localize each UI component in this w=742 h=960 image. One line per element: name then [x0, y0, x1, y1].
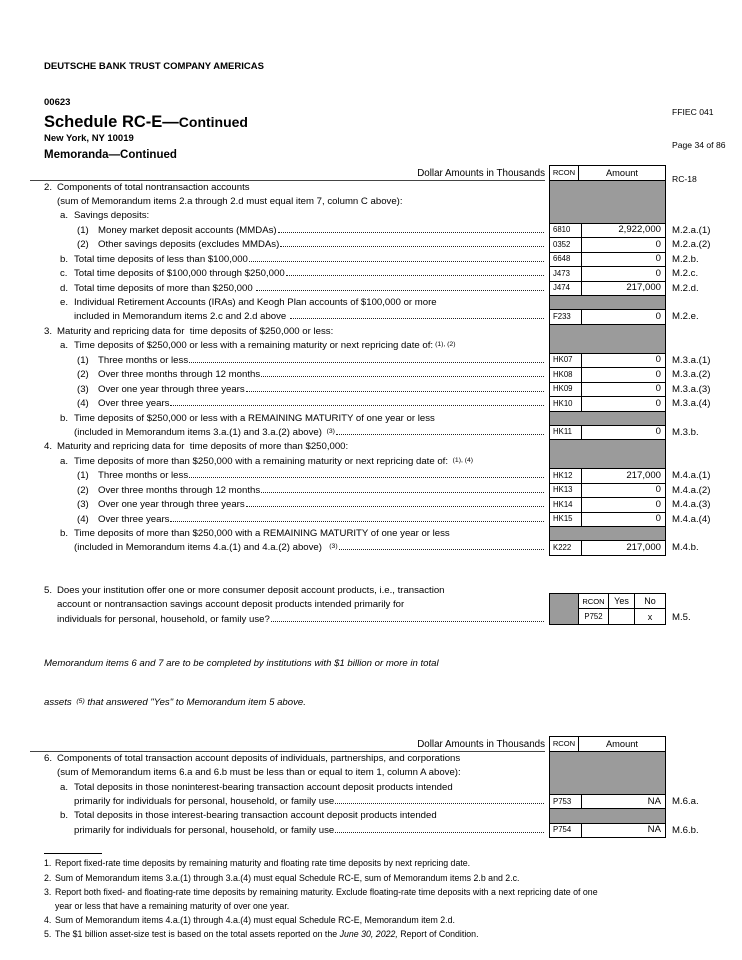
footnote-number: 3.: [44, 886, 52, 897]
dotted-leader: [335, 832, 544, 833]
memo-line: [0, 455, 742, 469]
rcon-code-cell: 6810: [550, 224, 582, 237]
item-ref-label: M.4.a.(3): [672, 499, 711, 511]
item-number: (2): [77, 239, 89, 251]
item-ref-label: M.4.b.: [672, 542, 699, 554]
item-number: (1): [77, 224, 89, 236]
footnote-number: 2.: [44, 872, 52, 883]
item-ref-label: M.2.b.: [672, 253, 699, 265]
item-number: a.: [60, 340, 69, 352]
note-text: that answered "Yes" to Memorandum item 5 above.: [84, 697, 306, 709]
memo-line: [0, 541, 742, 555]
amount-cell: 2,922,000: [618, 224, 661, 236]
item-text: Components of total transaction account deposits of individuals, partnerships, and corporations: [57, 752, 461, 764]
memo-line: [0, 809, 742, 823]
item-number: c.: [60, 268, 68, 280]
dotted-leader: [335, 803, 544, 804]
item-text: Total time deposits of less than $100,000: [74, 253, 248, 265]
item-number: (3): [77, 383, 89, 395]
item-text: included in Memorandum items 2.c and 2.d above: [74, 311, 289, 323]
data-row-cells: [549, 795, 666, 809]
memo-line: [0, 440, 742, 454]
dotted-leader: [271, 621, 544, 622]
data-row-cells: [549, 253, 666, 267]
memo-line: [0, 469, 742, 483]
item-text: Maturity and repricing data for time deposits of $250,000 or less:: [57, 325, 334, 337]
item-ref-label: M.4.a.(4): [672, 513, 711, 525]
item-number: e.: [60, 297, 69, 308]
dotted-leader: [246, 391, 544, 392]
footnote-text: Report fixed-rate time deposits by remaining maturity and floating rate time deposits by next repricing date.: [55, 858, 471, 869]
item-number: a.: [60, 210, 69, 222]
amount-cell: 0: [655, 426, 661, 438]
schedule-title-main: Schedule RC-E—: [44, 113, 179, 131]
bank-name: DEUTSCHE BANK TRUST COMPANY AMERICAS: [44, 61, 264, 72]
memo-line: [0, 368, 742, 382]
item-number: 3.: [44, 325, 53, 337]
item-number: (3): [77, 499, 89, 511]
item-text: (sum of Memorandum items 2.a through 2.d must equal item 7, column C above):: [57, 195, 403, 207]
instruction-note: [0, 631, 742, 736]
data-row-cells: [549, 513, 666, 527]
form-sheet-code: RC-18: [672, 174, 697, 185]
rcon-code-cell: HK08: [550, 368, 582, 381]
item-text: (sum of Memorandum items 6.a and 6.b must be less than or equal to item 1, column A above):: [57, 767, 461, 779]
data-row-cells: [549, 498, 666, 512]
item-text: Individual Retirement Accounts (IRAs) and Keogh Plan accounts of $100,000 or more: [74, 297, 437, 308]
item-ref-label: M.2.e.: [672, 311, 699, 323]
item-number: d.: [60, 282, 69, 294]
dotted-leader: [189, 362, 544, 363]
item-text: Time deposits of more than $250,000 with a remaining maturity or next repricing date of:: [74, 455, 451, 467]
memo-line: [0, 383, 742, 397]
item-ref-label: M.4.a.(2): [672, 484, 711, 496]
memo-line: [0, 412, 742, 426]
footnote-marker: (5): [76, 698, 85, 706]
item-ref-label: M.3.b.: [672, 426, 699, 438]
item-ref-label: M.3.a.(2): [672, 369, 711, 381]
rcon-code-cell: P753: [550, 795, 582, 808]
rcon-code-cell: HK14: [550, 498, 582, 511]
footnote: [0, 856, 742, 870]
item-number: 6.: [44, 752, 53, 764]
memoranda-heading: Memoranda—Continued: [44, 149, 177, 161]
column-header-cells: [549, 736, 666, 752]
item-text: Over three years: [98, 398, 170, 410]
footnote: [0, 871, 742, 885]
footnote-marker: (3): [326, 427, 335, 435]
dotted-leader: [336, 434, 544, 435]
item-text: Total deposits in those noninterest-bearing transaction account deposit products intended: [74, 781, 453, 793]
footnote-text: The $1 billion asset-size test is based on the total assets reported on the: [55, 929, 340, 940]
memo-line: [0, 824, 742, 838]
shaded-cell: [549, 527, 666, 541]
amount-cell: NA: [647, 824, 661, 836]
note-line: [44, 696, 742, 710]
bank-city: New York, NY 10019: [44, 133, 134, 144]
item-ref-label: M.3.a.(4): [672, 398, 711, 410]
item-text: Total time deposits of more than $250,000: [74, 282, 256, 294]
data-row-cells: [549, 426, 666, 440]
item-number: b.: [60, 810, 69, 822]
memo-line: [0, 224, 742, 238]
data-row-cells: [549, 267, 666, 281]
amount-cell: 0: [655, 253, 661, 265]
memo-line: [0, 267, 742, 281]
rcon-code-cell: 6648: [550, 253, 582, 266]
dotted-leader: [249, 261, 544, 262]
item-ref-label: M.5.: [672, 611, 691, 623]
item-number: a.: [60, 455, 69, 467]
rcon-code-cell: HK15: [550, 513, 582, 526]
rcon-code-cell: HK07: [550, 354, 582, 367]
item-number: 5.: [44, 584, 53, 596]
memo-line: [0, 296, 742, 310]
footnote-text: Report of Condition.: [397, 929, 479, 940]
amount-cell: 217,000: [626, 282, 661, 294]
data-row-cells: [549, 310, 666, 324]
item-number: 4.: [44, 441, 53, 453]
dotted-leader: [170, 521, 544, 522]
amount-cell: 0: [655, 354, 661, 366]
memo-line: [0, 310, 742, 324]
footnote-date: June 30, 2022,: [339, 929, 398, 940]
yes-no-table: [549, 593, 666, 625]
item-ref-label: M.2.c.: [672, 268, 699, 280]
amount-cell: NA: [647, 795, 661, 807]
item-text: Time deposits of more than $250,000 with a REMAINING MATURITY of one year or less: [74, 528, 450, 539]
item-text: Savings deposits:: [74, 210, 150, 222]
amount-cell: 0: [655, 383, 661, 395]
memo-line: [0, 527, 742, 541]
item-text: Over three months through 12 months: [98, 484, 261, 496]
footnote-number: 4.: [44, 915, 52, 926]
memo-line: [0, 752, 742, 766]
dotted-leader: [339, 549, 544, 550]
rcon-code-cell: HK12: [550, 469, 582, 482]
form-page-number: Page 34 of 86: [672, 140, 726, 151]
footnote-number: 1.: [44, 858, 52, 869]
item-text: Does your institution offer one or more consumer deposit account products, i.e., transaction: [57, 584, 445, 596]
footnote-text: year or less that have a remaining maturity of over one year.: [55, 900, 290, 911]
dotted-leader: [290, 318, 544, 319]
item-number: (4): [77, 398, 89, 410]
item-number: (1): [77, 354, 89, 366]
item-number: b.: [60, 412, 69, 424]
footnote-number: 5.: [44, 929, 52, 940]
amount-cell: 0: [655, 238, 661, 250]
item-text: Over one year through three years: [98, 383, 245, 395]
data-row-cells: [549, 282, 666, 296]
item-text: Maturity and repricing data for time deposits of more than $250,000:: [57, 441, 349, 453]
memo-line: [0, 282, 742, 296]
item-text: Over three months through 12 months: [98, 369, 261, 381]
memo-line: [0, 781, 742, 795]
item-ref-label: M.2.a.(2): [672, 239, 711, 251]
item-text: (included in Memorandum items 3.a.(1) and 3.a.(2) above): [74, 426, 325, 438]
dotted-leader: [246, 506, 544, 507]
item-ref-label: M.6.a.: [672, 796, 699, 808]
dotted-leader: [280, 246, 544, 247]
dotted-leader: [189, 477, 544, 478]
memo-line: [0, 354, 742, 368]
rcon-code-cell: K222: [550, 541, 582, 554]
dotted-leader: [261, 492, 544, 493]
amount-column-label: Amount: [605, 738, 639, 749]
memo-line: [0, 498, 742, 512]
data-row-cells: [549, 484, 666, 498]
rcon-code-cell: F233: [550, 310, 582, 323]
amount-cell: 0: [655, 397, 661, 409]
amount-cell: 0: [655, 498, 661, 510]
item-ref-label: M.4.a.(1): [672, 470, 711, 482]
item-text: Money market deposit accounts (MMDAs): [98, 224, 277, 236]
amount-cell: 0: [655, 310, 661, 322]
footnote-continuation: [0, 899, 742, 913]
item-number: (2): [77, 369, 89, 381]
footnote: [0, 885, 742, 899]
memo-line: [0, 766, 742, 780]
memo-line: [0, 795, 742, 809]
data-row-cells: [549, 469, 666, 483]
form-body: [0, 181, 742, 942]
item-ref-label: M.3.a.(1): [672, 354, 711, 366]
column-header-cells: [549, 165, 666, 181]
amount-cell: 0: [655, 513, 661, 525]
no-answer-cell: x: [635, 609, 665, 624]
memo-line: [0, 209, 742, 223]
amount-cell: 0: [655, 267, 661, 279]
dotted-leader: [256, 290, 544, 291]
item-number: 2.: [44, 181, 53, 193]
memo-line: [0, 325, 742, 339]
item-text: Time deposits of $250,000 or less with a REMAINING MATURITY of one year or less: [74, 412, 435, 424]
data-row-cells: [549, 541, 666, 555]
item-text: Three months or less: [98, 470, 189, 482]
rcon-column-label: RCON: [550, 166, 579, 180]
item-ref-label: M.2.d.: [672, 282, 699, 294]
shaded-cell: [549, 412, 666, 426]
item-text: Over three years: [98, 513, 170, 525]
rcon-column-label: RCON: [579, 594, 608, 609]
memo-line: [0, 238, 742, 252]
memo-line: [0, 397, 742, 411]
item-text: primarily for individuals for personal, household, or family use: [74, 796, 335, 808]
item-text: primarily for individuals for personal, household, or family use: [74, 824, 335, 836]
item-number: (2): [77, 484, 89, 496]
bank-id: 00623: [44, 97, 71, 108]
footnote-marker: (1), (2): [435, 341, 456, 349]
item-text: Components of total nontransaction accounts: [57, 181, 250, 193]
rcon-code-cell: HK13: [550, 484, 582, 497]
item-text: account or nontransaction savings account deposit products intended primarily for: [57, 599, 405, 611]
footnote-text: Sum of Memorandum items 3.a.(1) through 3.a.(4) must equal Schedule RC-E, sum of Memorandum items 2.b and 2.c.: [55, 872, 520, 883]
dotted-leader: [261, 376, 544, 377]
amount-cell: 0: [655, 484, 661, 496]
column-header: [0, 736, 742, 752]
amount-cell: 0: [655, 368, 661, 380]
note-text: assets: [44, 697, 75, 709]
form-code: FFIEC 041: [672, 106, 714, 117]
item-text: Other savings deposits (excludes MMDAs): [98, 239, 280, 251]
item-number: a.: [60, 781, 69, 793]
dotted-leader: [278, 232, 544, 233]
item-text: individuals for personal, household, or family use?: [57, 613, 270, 625]
item-ref-label: M.6.b.: [672, 824, 699, 836]
rcon-code-cell: HK11: [550, 426, 582, 439]
item-text: (included in Memorandum items 4.a.(1) and 4.a.(2) above): [74, 542, 328, 554]
data-row-cells: [549, 824, 666, 838]
memo-line: [0, 339, 742, 353]
rcon-code-cell: HK09: [550, 383, 582, 396]
rcon-column-label: RCON: [550, 737, 579, 751]
column-header: [0, 165, 742, 181]
footnote-marker: (3): [329, 543, 338, 551]
footnote-text: Sum of Memorandum items 4.a.(1) through 4.a.(4) must equal Schedule RC-E, Memorandum item 2.d.: [55, 915, 455, 926]
yes-answer-cell: [609, 609, 634, 624]
rcon-code-cell: J474: [550, 282, 582, 295]
rcon-code-cell: HK10: [550, 397, 582, 410]
data-row-cells: [549, 397, 666, 411]
amount-cell: 217,000: [626, 541, 661, 553]
data-row-cells: [549, 368, 666, 382]
data-row-cells: [549, 383, 666, 397]
data-row-cells: [549, 224, 666, 238]
schedule-title-continued: Continued: [178, 114, 248, 130]
memo-line: [0, 195, 742, 209]
dollar-amounts-label: Dollar Amounts in Thousands: [30, 739, 545, 752]
footnote: [0, 913, 742, 927]
data-row-cells: [549, 354, 666, 368]
item-text: Time deposits of $250,000 or less with a remaining maturity or next repricing date of:: [74, 340, 434, 352]
footnote-text: Report both fixed- and floating-rate time deposits by remaining maturity. Exclude floating-rate time deposits with a next repricing date of one: [55, 886, 598, 897]
item-text: Total deposits in those interest-bearing transaction account deposit products intended: [74, 810, 437, 822]
memo-line: [0, 484, 742, 498]
item-number: (4): [77, 513, 89, 525]
note-line: Memorandum items 6 and 7 are to be completed by institutions with $1 billion or more in total: [44, 658, 439, 670]
memo-line: [0, 513, 742, 527]
schedule-title: [44, 113, 248, 132]
footnote-marker: (1), (4): [452, 456, 474, 464]
amount-cell: 217,000: [626, 469, 661, 481]
item-ref-label: M.3.a.(3): [672, 383, 711, 395]
item-text: Total time deposits of $100,000 through $250,000: [74, 268, 285, 280]
data-row-cells: [549, 238, 666, 252]
item-ref-label: M.2.a.(1): [672, 224, 711, 236]
rcon-code-cell: P752: [579, 609, 608, 624]
amount-column-label: Amount: [605, 167, 639, 178]
shaded-cell: [549, 809, 666, 823]
item-text: Over one year through three years: [98, 499, 245, 511]
shaded-cell: [550, 594, 578, 624]
rcon-code-cell: P754: [550, 824, 582, 837]
item-text: Three months or less: [98, 354, 189, 366]
memo-line: [0, 181, 742, 195]
memo-line: [0, 253, 742, 267]
rcon-code-cell: 0352: [550, 238, 582, 251]
item-number: b.: [60, 528, 69, 539]
dotted-leader: [170, 405, 544, 406]
item-number: b.: [60, 253, 69, 265]
dollar-amounts-label: Dollar Amounts in Thousands: [30, 168, 545, 181]
rcon-code-cell: J473: [550, 267, 582, 280]
yes-column-label: Yes: [609, 594, 634, 609]
dotted-leader: [286, 275, 544, 276]
memo-line: [0, 426, 742, 440]
footnote: [0, 927, 742, 941]
item-number: (1): [77, 470, 89, 482]
shaded-cell: [549, 296, 666, 310]
no-column-label: No: [635, 594, 665, 609]
memo-item-5: [0, 584, 742, 627]
